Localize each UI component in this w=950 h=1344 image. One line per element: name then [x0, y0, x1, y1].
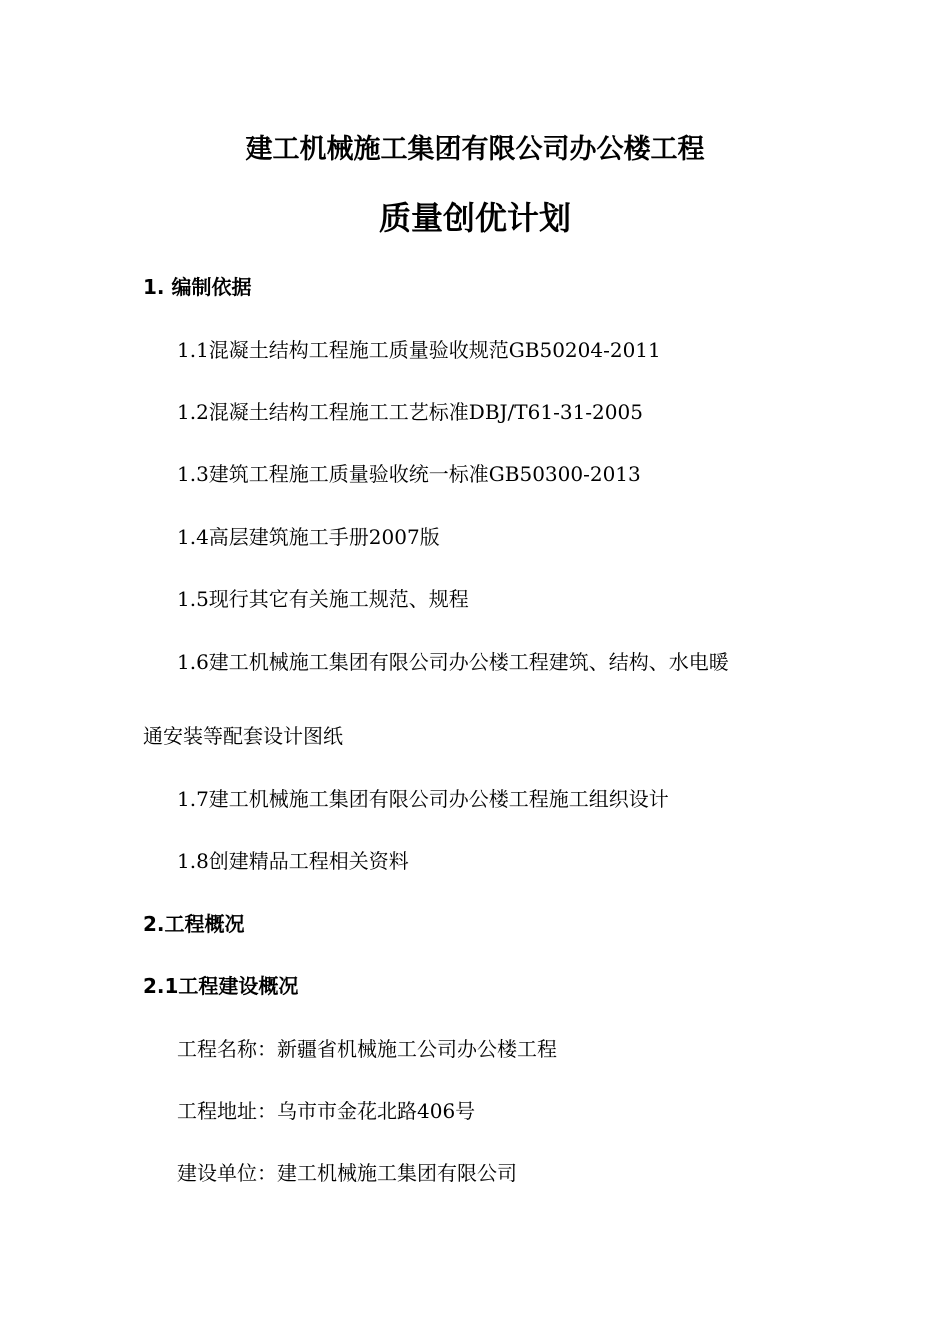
document-subtitle: 质量创优计划 [378, 199, 571, 237]
section-1-item-3: 1.3建筑工程施工质量验收统一标准GB50300-2013 [177, 462, 641, 486]
project-name-line: 工程名称：新疆省机械施工公司办公楼工程 [177, 1037, 557, 1061]
section-1-item-6-continued: 通安装等配套设计图纸 [143, 724, 343, 748]
section-1-item-4: 1.4高层建筑施工手册2007版 [177, 525, 440, 549]
section-1-item-6: 1.6建工机械施工集团有限公司办公楼工程建筑、结构、水电暖 [177, 650, 729, 674]
section-2-1-heading: 2.1工程建设概况 [143, 974, 299, 998]
section-1-item-8: 1.8创建精品工程相关资料 [177, 849, 409, 873]
section-1-item-5: 1.5现行其它有关施工规范、规程 [177, 587, 469, 611]
construction-unit-line: 建设单位：建工机械施工集团有限公司 [177, 1161, 517, 1185]
section-1-item-2: 1.2混凝土结构工程施工工艺标准DBJ/T61-31-2005 [177, 400, 643, 424]
section-1-heading: 1. 编制依据 [143, 275, 252, 299]
document-title: 建工机械施工集团有限公司办公楼工程 [245, 134, 705, 165]
section-2-heading: 2.工程概况 [143, 912, 245, 936]
section-1-item-1: 1.1混凝土结构工程施工质量验收规范GB50204-2011 [177, 338, 661, 362]
section-1-item-7: 1.7建工机械施工集团有限公司办公楼工程施工组织设计 [177, 787, 669, 811]
project-address-line: 工程地址：乌市市金花北路406号 [177, 1099, 476, 1123]
